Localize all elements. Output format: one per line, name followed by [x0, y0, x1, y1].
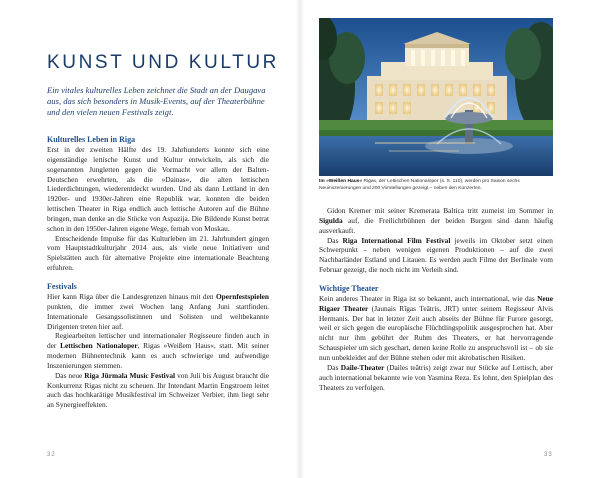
page-title: KUNST UND KULTUR [47, 52, 279, 73]
opera-illustration [319, 18, 553, 176]
spacer [47, 273, 269, 282]
paragraph-kremer: Gidon Kremer mit seiner Kremerata Baltica tritt zumeist im Sommer in Sigulda auf, die Freilichtbühnen der beiden Burgen sind dann häufig ausverkauft. [319, 206, 553, 235]
book-gutter [296, 0, 304, 478]
page-number-left: 32 [47, 452, 56, 458]
paragraph-kulturelles-leben-2: Entscheidende Impulse für das Kulturleben im 21. Jahrhundert gingen vom Hauptstadtkulturjahr 2014 aus, als viele neue Initiativen und Spielstätten auch für alternative Projekte eine internationale Beachtung erfuhren. [47, 233, 269, 273]
photo-caption: Im »Weißen Haus« Rigas, der Lettischen Nationaloper (s. S. 110), werden pro Saison sechs Neuinszenierungen und 200 Vorstellungen gezeigt – neben den Konzerten. [319, 179, 520, 192]
paragraph-festivals-1: Hier kann Riga über die Landesgrenzen hinaus mit den Opernfestspielen punkten, die immer zwei Wochen lang Anfang Juni stattfinden. Internationale Gesangssolistinnen und Solisten und weltbekannte Dirigenten treten hier auf. [47, 291, 269, 331]
section-heading-kulturelles-leben: Kulturelles Leben in Riga [47, 135, 136, 144]
paragraph-festivals-2: Regiearbeiten lettischer und internationaler Regisseure finden auch in der Lettischen Nationaloper, Rigas »Weißem Haus«, statt. Mit seiner modernen Bühnentechnik kann es auch schwierige und aufwendige Inszenierungen stemmen. [47, 331, 270, 370]
paragraph-theater: Kein anderes Theater in Riga ist so bekannt, auch international, wie das Neue Rigaer Theater (Jaunais Rīgas Teātris, JRT) unter seinem Regisseur Alvis Hermanis. Der hat in letzter Zeit auch abseits der Bühne für Furore gesorgt, weil er sich gegen die europäische Flüchtlingspolitik ausgesprochen hat. Aber nicht nur ihm gebührt der Ruhm des Theaters, er hat hervorragende Schauspieler um sich geschart, denen keine Rolle zu anspruchsvoll ist – ob sie nun unbekleidet auf der Bühne stehen oder mit akrobatischen Risiken. [319, 293, 554, 362]
paragraph-daile: Das Daile-Theater (Dailes teātris) zeigt zwar nur Stücke auf Lettisch, aber auch international bekannte wie von Yasmina Reza. Es lohnt, den Spielplan des Theaters zu verfolgen. [319, 362, 553, 392]
spacer [319, 275, 553, 284]
paragraph-film-festival: Das Riga International Film Festival jeweils im Oktober setzt einen Schwerpunkt – neben wenigen eigenen Produktionen – auf die zwei Nachbarländer Estland und Litauen. Es werden auch Filme der Berlinale vom Februar gezeigt, die noch nicht im Verleih sind. [319, 235, 553, 275]
bold-film-festival: Riga International Film Festival [342, 235, 451, 245]
section-heading-theater: Wichtige Theater [319, 283, 379, 293]
left-column [47, 135, 269, 410]
bold-neue-rigaer-theater: Neue Rigaer Theater [319, 293, 553, 313]
page-number-right: 33 [544, 452, 553, 458]
opera-house-photo [319, 18, 553, 176]
right-column [319, 206, 553, 392]
intro-text: Ein vitales kulturelles Leben zeichnet die Stadt an der Daugava aus, das sich besonders in Musik-Events, auf der Theaterbühne und den vielen neuen Festivals zeigt. [47, 85, 266, 118]
bold-daile-theater: Daile-Theater [340, 362, 385, 372]
bold-nationaloper: Lettischen Nationaloper [60, 341, 138, 351]
bold-opernfestspiele: Opernfestspielen [215, 291, 269, 301]
bold-music-festival: Riga Jūrmala Music Festival [84, 370, 176, 380]
paragraph-festivals-3: Das neue Riga Jūrmala Music Festival von Juli bis August braucht die Konkurrenz Rigas nicht zu scheuen. Ihr Intendant Martin Engstroem leitet auch das hochkarätige Musikfestival im Schweizer Verbier, ihm liegt sehr an Synergieeffekten. [47, 370, 269, 410]
paragraph-kulturelles-leben-1: Erst in der zweiten Hälfte des 19. Jahrhunderts konnte sich eine eigenständige lettische Kunst und Kultur entwickeln, als sich die sogenannten Jungletten gegen die Vormacht vor allem der Balten-Deutschen erwehrten, als die »Dainas«, die alten lettischen Liederdichtungen, wiederentdeckt wurden. Und als dann Lettland in den 1920er- und 1930er-Jahren eine Republik war, konnten die beiden lettischen Theater in Riga endlich auch lettische Autoren auf die Bühne bringen, man denke an die Stücke von Aspazija. Die Bildende Kunst betrat schon in den 1950er-Jahren eigene Wege, fernab von Moskau. [47, 145, 269, 233]
bold-sigulda: Sigulda [319, 215, 343, 225]
section-heading-festivals: Festivals [47, 281, 77, 291]
